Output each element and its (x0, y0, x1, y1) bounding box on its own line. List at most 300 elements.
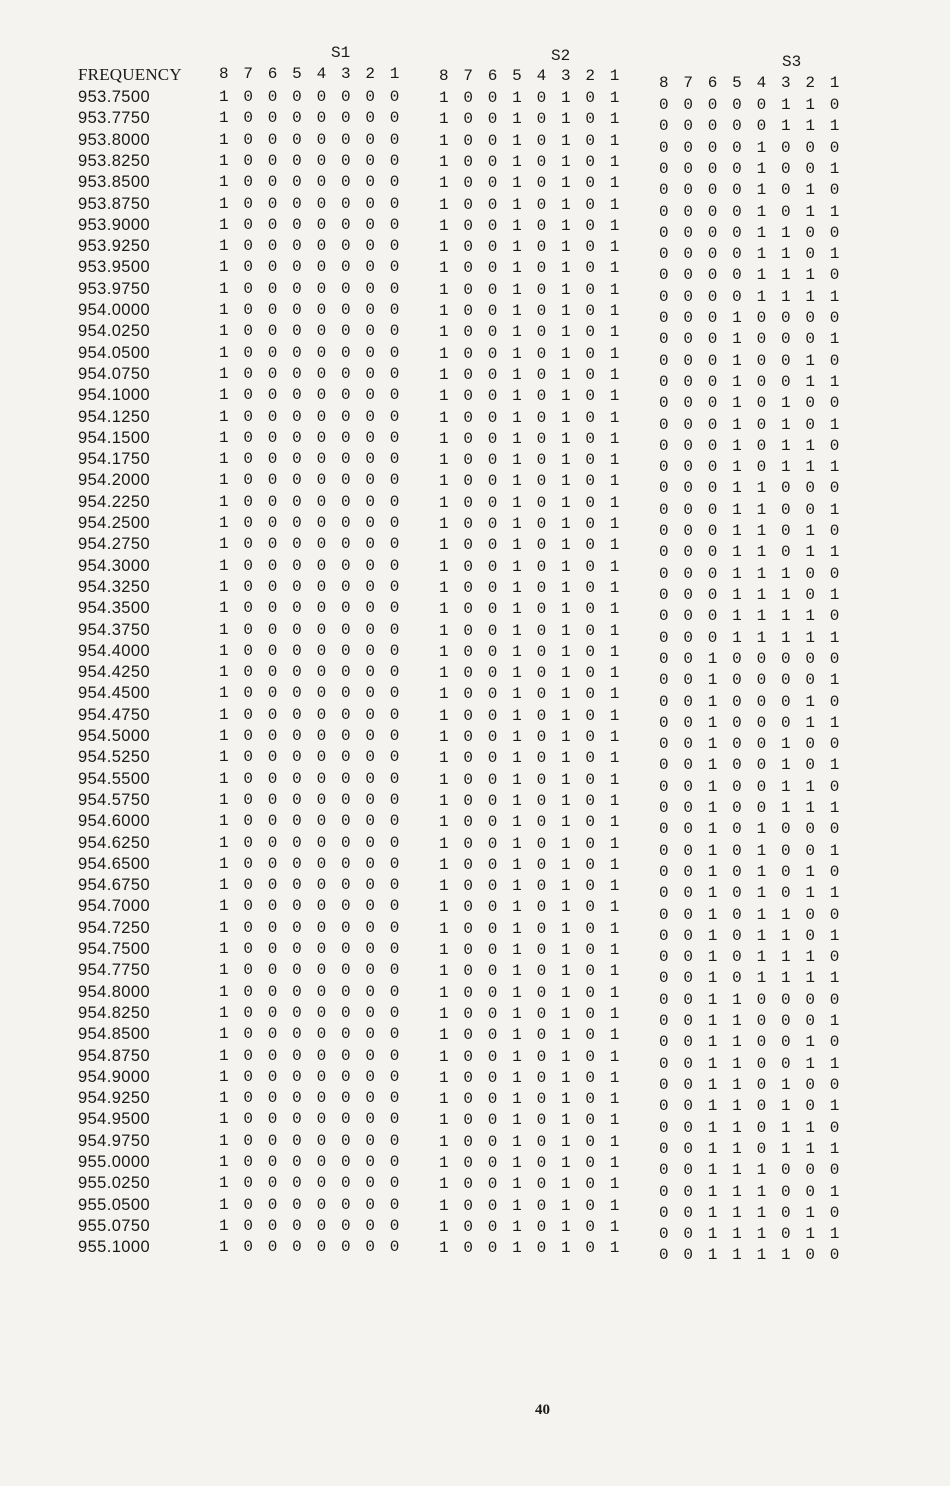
bit-cell: 1 (609, 1239, 620, 1258)
bit-cell: 1 (805, 202, 815, 221)
bit-cell: 0 (463, 216, 473, 235)
bit-cell: 0 (756, 1139, 767, 1158)
bit-label: 6 (487, 67, 498, 85)
bit-cells-s2 (439, 684, 639, 705)
bit-cell: 1 (219, 641, 229, 660)
bit-cell: 0 (585, 472, 595, 491)
bit-cell: 0 (316, 1153, 327, 1171)
bit-cell: 0 (365, 577, 375, 596)
bit-cell: 0 (292, 1195, 302, 1214)
bit-cell: 0 (707, 266, 718, 285)
bit-label: 6 (267, 65, 278, 83)
bit-cell: 0 (487, 238, 498, 257)
bit-cells-s2 (439, 1025, 639, 1046)
bit-cell: 1 (805, 884, 815, 903)
bit-cell: 1 (756, 841, 767, 860)
bit-cells-s1 (219, 279, 419, 300)
bit-cell: 1 (512, 642, 522, 661)
bit-cell: 0 (292, 897, 302, 916)
bit-cell: 0 (732, 969, 742, 988)
bit-cell: 0 (536, 983, 547, 1002)
bit-cells-s2 (439, 450, 639, 471)
bit-cell: 0 (805, 1012, 815, 1031)
bit-cell: 0 (389, 386, 400, 405)
table-row (0, 641, 950, 668)
bit-cell: 1 (219, 705, 229, 724)
bit-cell: 0 (780, 351, 791, 370)
bit-cell: 0 (243, 450, 253, 469)
bit-cell: 0 (340, 918, 351, 937)
bit-cell: 1 (805, 436, 815, 455)
bit-cell: 0 (829, 351, 840, 370)
bit-cell: 0 (292, 1089, 302, 1108)
bit-cell: 1 (609, 962, 620, 981)
bit-cell: 0 (536, 1154, 547, 1172)
bit-cells-s1 (219, 705, 419, 726)
bit-cell: 0 (292, 386, 302, 405)
bit-cell: 1 (609, 770, 620, 789)
bit-cell: 0 (267, 918, 278, 937)
bit-cell: 0 (463, 195, 473, 214)
bit-cell: 0 (659, 543, 669, 562)
bit-cell: 0 (243, 663, 253, 682)
bit-cell: 0 (536, 813, 547, 832)
bit-cell: 0 (340, 258, 351, 277)
bit-cell: 0 (487, 1132, 498, 1151)
bit-cell: 0 (487, 1026, 498, 1045)
bit-cell: 0 (732, 820, 742, 839)
bit-cell: 1 (780, 564, 791, 583)
bit-cell: 0 (267, 982, 278, 1001)
bit-cell: 0 (267, 727, 278, 745)
bit-cells-s2 (439, 514, 639, 535)
bit-cell: 0 (756, 1012, 767, 1031)
bit-cell: 1 (707, 777, 718, 796)
bit-cell: 0 (389, 1046, 400, 1065)
bit-cell: 1 (756, 1182, 767, 1201)
bit-cells-s1 (219, 918, 419, 939)
bit-cells-s1 (219, 343, 419, 364)
bit-cell: 0 (243, 641, 253, 660)
bit-cell: 1 (560, 1217, 571, 1236)
bit-cell: 0 (389, 599, 400, 618)
bit-cell: 0 (463, 941, 473, 959)
bit-cells-s2 (439, 344, 639, 365)
bit-cell: 1 (829, 841, 840, 860)
bit-cell: 0 (659, 479, 669, 498)
bit-cell: 0 (659, 1161, 669, 1180)
bit-cell: 0 (365, 1195, 375, 1214)
bit-cell: 1 (609, 1132, 620, 1151)
bit-cell: 0 (536, 195, 547, 214)
bit-cell: 1 (780, 585, 791, 604)
bit-cell: 0 (389, 876, 400, 895)
bit-cell: 0 (487, 1217, 498, 1236)
bit-cell: 0 (683, 799, 693, 818)
bit-cell: 0 (683, 671, 693, 690)
bit-cell: 0 (292, 301, 302, 319)
bit-cell: 0 (536, 962, 547, 981)
bit-cell: 1 (219, 109, 229, 128)
bit-labels-s1 (219, 64, 419, 85)
bit-cells-s1 (219, 130, 419, 151)
bit-cells-s1 (219, 407, 419, 428)
bit-cell: 1 (560, 1175, 571, 1194)
bit-cell: 0 (389, 258, 400, 277)
bit-cell: 0 (659, 415, 669, 434)
bit-cell: 0 (463, 1239, 473, 1258)
bit-cell: 0 (829, 692, 840, 711)
frequency-cell: 954.7750 (78, 961, 151, 980)
bit-cell: 0 (243, 364, 253, 383)
bit-cell: 1 (732, 415, 742, 434)
bit-cell: 0 (243, 322, 253, 341)
bit-cell: 0 (585, 152, 595, 171)
bit-cell: 0 (585, 1026, 595, 1045)
bit-cell: 0 (487, 493, 498, 512)
bit-cell: 1 (560, 685, 571, 704)
bit-cell: 0 (487, 1004, 498, 1023)
bit-cell: 1 (512, 387, 522, 406)
bit-cell: 0 (707, 202, 718, 221)
bit-cell: 0 (585, 493, 595, 512)
bit-cell: 1 (756, 969, 767, 988)
bit-cell: 0 (780, 990, 791, 1009)
bit-cell: 1 (732, 1182, 742, 1201)
bit-cell: 1 (219, 556, 229, 575)
bit-cell: 0 (683, 543, 693, 562)
bit-cell: 0 (487, 791, 498, 810)
bit-cell: 0 (585, 1196, 595, 1215)
bit-cell: 0 (365, 1174, 375, 1193)
bit-cells-s2 (439, 365, 639, 386)
bit-cell: 0 (683, 1054, 693, 1073)
bit-cell: 0 (340, 727, 351, 745)
bit-cell: 0 (683, 628, 693, 647)
bit-cells-s1 (219, 492, 419, 513)
bit-cell: 1 (707, 990, 718, 1009)
frequency-cell: 953.9500 (78, 258, 151, 277)
frequency-cell: 954.6250 (78, 833, 151, 852)
bit-cells-s2 (439, 1196, 639, 1217)
table-row (0, 151, 950, 178)
bit-cell: 0 (389, 535, 400, 554)
bit-cell: 0 (243, 705, 253, 724)
table-row (0, 1046, 950, 1073)
bit-cell: 0 (732, 671, 742, 690)
bit-cell: 0 (805, 756, 815, 775)
bit-cell: 1 (560, 110, 571, 129)
bit-cell: 0 (683, 117, 693, 136)
bit-cell: 0 (243, 407, 253, 426)
bit-cell: 0 (243, 727, 253, 745)
bit-cell: 0 (707, 372, 718, 391)
bit-cell: 0 (365, 237, 375, 256)
bit-cell: 1 (439, 621, 449, 640)
bit-cell: 0 (463, 152, 473, 171)
bit-cell: 0 (536, 791, 547, 810)
bit-cell: 0 (292, 1046, 302, 1065)
bit-cell: 0 (389, 727, 400, 745)
bit-cell: 0 (683, 394, 693, 413)
bit-cell: 0 (463, 898, 473, 917)
bit-cell: 1 (756, 905, 767, 924)
bit-cell: 0 (683, 990, 693, 1009)
bit-cell: 1 (609, 89, 620, 107)
bit-cell: 1 (512, 1068, 522, 1087)
bit-cell: 0 (659, 1097, 669, 1116)
bit-cell: 0 (292, 88, 302, 106)
bit-cell: 0 (487, 813, 498, 832)
table-row (0, 321, 950, 349)
bit-cell: 1 (560, 578, 571, 597)
bit-cell: 1 (756, 862, 767, 881)
bit-cell: 0 (243, 386, 253, 405)
bit-cell: 0 (389, 322, 400, 341)
bit-cell: 1 (512, 877, 522, 896)
bit-cell: 1 (560, 813, 571, 832)
bit-cell: 0 (316, 876, 327, 895)
bit-cell: 0 (389, 343, 400, 362)
bit-cell: 0 (389, 1089, 400, 1108)
bit-cell: 0 (267, 663, 278, 682)
bit-cell: 0 (659, 1012, 669, 1031)
bit-label: 2 (365, 65, 375, 83)
bit-cell: 0 (487, 770, 498, 789)
bit-cell: 0 (659, 777, 669, 796)
bit-cell: 1 (219, 748, 229, 767)
bit-cell: 0 (732, 799, 742, 818)
bit-cell: 0 (463, 728, 473, 746)
bit-cell: 0 (805, 990, 815, 1009)
bit-cell: 0 (659, 223, 669, 242)
bit-cell: 0 (829, 990, 840, 1009)
bit-cell: 1 (439, 515, 449, 533)
bit-cell: 0 (267, 1238, 278, 1257)
bit-cell: 0 (585, 685, 595, 704)
bit-cell: 0 (340, 705, 351, 724)
bit-cell: 0 (659, 607, 669, 626)
bit-cell: 0 (683, 522, 693, 541)
frequency-cell: 953.7500 (78, 88, 151, 106)
bit-cell: 0 (316, 620, 327, 639)
bit-cell: 1 (560, 451, 571, 470)
bit-cell: 1 (829, 1182, 840, 1201)
bit-cell: 0 (389, 492, 400, 511)
bit-cell: 0 (780, 1054, 791, 1073)
bit-cell: 0 (829, 564, 840, 583)
bit-cell: 1 (439, 1132, 449, 1151)
bit-cells-s1 (219, 1216, 419, 1237)
bit-cell: 1 (439, 728, 449, 746)
bit-cell: 1 (560, 238, 571, 257)
bit-cell: 0 (707, 607, 718, 626)
bit-cell: 1 (512, 174, 522, 193)
bit-cell: 0 (292, 663, 302, 682)
bit-cell: 0 (316, 961, 327, 980)
bit-cell: 1 (732, 1075, 742, 1094)
frequency-cell: 953.9750 (78, 279, 151, 298)
bit-cell: 0 (585, 387, 595, 406)
bit-cell: 1 (732, 1161, 742, 1180)
bit-cell: 0 (267, 897, 278, 916)
bit-cell: 0 (732, 117, 742, 136)
bit-cell: 0 (829, 436, 840, 455)
bit-cell: 1 (780, 735, 791, 754)
bit-cell: 0 (316, 1003, 327, 1022)
bit-cell: 1 (512, 600, 522, 619)
bit-cell: 0 (585, 770, 595, 789)
bit-cell: 0 (536, 365, 547, 384)
bit-cell: 1 (439, 1068, 449, 1087)
bit-cell: 0 (292, 407, 302, 426)
bit-cell: 0 (683, 1246, 693, 1265)
bit-cell: 0 (536, 259, 547, 278)
bit-cell: 1 (805, 458, 815, 477)
bit-cell: 0 (463, 600, 473, 619)
bit-cell: 1 (512, 259, 522, 278)
bit-cell: 1 (732, 1139, 742, 1158)
bit-cell: 0 (829, 1246, 840, 1265)
bit-cell: 0 (683, 266, 693, 285)
bit-cell: 0 (659, 245, 669, 264)
bit-cell: 0 (389, 982, 400, 1001)
bit-cell: 1 (609, 898, 620, 917)
bit-cells-s1 (219, 513, 419, 534)
bit-cells-s2 (439, 131, 639, 152)
bit-cell: 1 (512, 855, 522, 874)
bit-cell: 0 (292, 492, 302, 511)
bit-cells-s2 (439, 429, 639, 450)
bit-cell: 0 (243, 833, 253, 852)
bit-cell: 0 (585, 195, 595, 214)
bit-cell: 1 (609, 834, 620, 853)
bit-cell: 1 (512, 791, 522, 810)
frequency-cell: 954.6500 (78, 854, 151, 873)
bit-cell: 1 (219, 982, 229, 1001)
bit-cell: 0 (585, 877, 595, 896)
bit-cell: 1 (756, 223, 767, 242)
bit-cell: 1 (560, 1068, 571, 1087)
bit-cell: 0 (732, 138, 742, 157)
frequency-cell: 954.0500 (78, 343, 151, 362)
bit-cell: 0 (683, 692, 693, 711)
bit-cell: 0 (756, 117, 767, 136)
bit-cell: 0 (243, 1003, 253, 1022)
bit-cell: 0 (683, 479, 693, 498)
table-row (0, 1109, 950, 1137)
bit-cell: 0 (659, 692, 669, 711)
bit-cell: 0 (585, 1090, 595, 1109)
bit-cell: 0 (585, 302, 595, 320)
bit-cell: 0 (756, 713, 767, 732)
frequency-cell: 954.6000 (78, 812, 151, 831)
bit-cell: 0 (389, 620, 400, 639)
bit-cell: 1 (439, 152, 449, 171)
bit-cell: 0 (340, 1174, 351, 1193)
bit-label: 1 (389, 65, 400, 83)
bit-cell: 1 (560, 834, 571, 853)
bit-cells-s1 (219, 769, 419, 790)
bit-cell: 0 (267, 471, 278, 490)
bit-cell: 1 (512, 685, 522, 704)
bit-cell: 1 (512, 706, 522, 725)
bit-cell: 0 (267, 343, 278, 362)
bit-cell: 0 (805, 649, 815, 668)
bit-cell: 0 (243, 301, 253, 319)
bit-cell: 0 (487, 280, 498, 299)
bit-cell: 1 (439, 536, 449, 555)
bit-cell: 0 (243, 258, 253, 277)
bit-cell: 1 (560, 89, 571, 107)
bit-cell: 0 (267, 748, 278, 767)
bit-cell: 0 (267, 450, 278, 469)
bit-cell: 0 (683, 926, 693, 945)
bit-cell: 0 (243, 1067, 253, 1086)
bit-cell: 0 (780, 330, 791, 349)
bit-cell: 0 (340, 173, 351, 192)
bit-cell: 0 (683, 862, 693, 881)
bit-cell: 1 (732, 1246, 742, 1265)
bit-label: 2 (585, 67, 595, 85)
bit-cell: 0 (756, 309, 767, 328)
bit-cells-s2 (439, 727, 639, 748)
bit-cell: 0 (243, 88, 253, 106)
frequency-cell: 954.2500 (78, 514, 151, 532)
bit-cell: 0 (463, 791, 473, 810)
bit-cell: 1 (609, 728, 620, 746)
bit-cell: 0 (316, 322, 327, 341)
table-row (0, 790, 950, 818)
table-row (0, 769, 950, 796)
bit-cell: 1 (780, 799, 791, 818)
table-row (0, 534, 950, 562)
bit-cell: 0 (243, 1195, 253, 1214)
bit-cell: 0 (389, 1153, 400, 1171)
bit-cell: 1 (780, 905, 791, 924)
bit-label: 4 (536, 67, 547, 85)
bit-cell: 1 (219, 535, 229, 554)
bit-cell: 0 (732, 884, 742, 903)
bit-cell: 0 (292, 833, 302, 852)
bit-cell: 0 (389, 151, 400, 170)
bit-cell: 1 (439, 387, 449, 406)
bit-cell: 0 (316, 1025, 327, 1044)
bit-cell: 0 (756, 692, 767, 711)
bit-cell: 1 (780, 245, 791, 264)
bit-cell: 0 (316, 854, 327, 873)
bit-cell: 0 (487, 515, 498, 533)
bit-cell: 1 (732, 1097, 742, 1116)
bit-cell: 0 (365, 812, 375, 831)
bit-cell: 0 (487, 919, 498, 938)
table-row (0, 470, 950, 498)
bit-cell: 0 (707, 138, 718, 157)
bit-cell: 1 (560, 1132, 571, 1151)
bit-cell: 0 (316, 471, 327, 490)
bit-cell: 0 (732, 287, 742, 306)
bit-cell: 0 (487, 451, 498, 470)
bit-cell: 0 (487, 600, 498, 619)
bit-cell: 1 (780, 394, 791, 413)
bit-cell: 0 (780, 543, 791, 562)
bit-cell: 0 (683, 1225, 693, 1244)
bit-cell: 0 (487, 472, 498, 491)
bit-cell: 1 (512, 557, 522, 576)
bit-cell: 0 (340, 684, 351, 703)
bit-cell: 1 (512, 493, 522, 512)
bit-cell: 1 (609, 472, 620, 491)
